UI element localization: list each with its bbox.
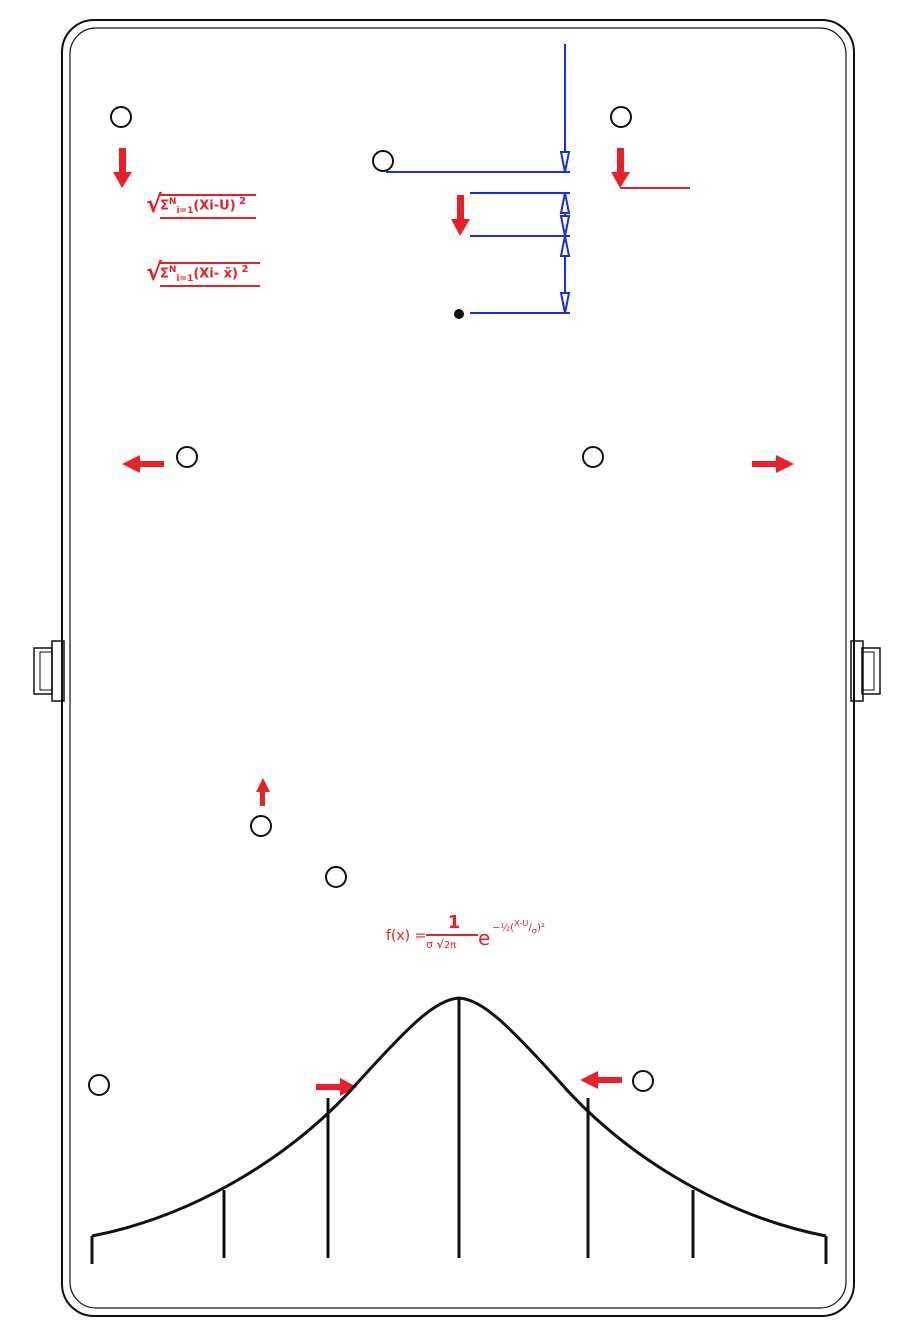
circled-number <box>372 150 394 172</box>
bell-curve <box>92 998 826 1264</box>
dimension-drawing <box>386 44 570 313</box>
arrow-up-icon <box>256 778 270 806</box>
right-bolt-icon <box>851 641 880 701</box>
arrow-right-icon <box>752 455 794 473</box>
circled-number <box>632 1070 654 1092</box>
arrow-left-icon <box>122 455 164 473</box>
circled-number <box>325 866 347 888</box>
circled-number <box>610 106 632 128</box>
label-standard-deviation <box>110 106 142 149</box>
label-bell-curve <box>632 1070 660 1092</box>
drop-point <box>454 309 464 319</box>
arrow-right-icon <box>316 1078 357 1096</box>
circled-number <box>110 106 132 128</box>
label-normal-distribution <box>325 866 353 888</box>
label-row-totals <box>582 446 618 489</box>
label-row-numbers <box>176 446 208 489</box>
label-binomial-distribution <box>88 1074 116 1117</box>
circled-number <box>250 815 272 837</box>
left-bolt-icon <box>34 641 64 701</box>
label-bins <box>250 815 278 837</box>
arrow-down-icon <box>451 195 470 236</box>
sigma-formula: √ $\Sigma^N_{i=1}(Xi-U)$ $^2$ <box>108 190 258 248</box>
circled-number <box>176 446 198 468</box>
label-binomial-theorem <box>610 106 638 128</box>
normal-formula: f(x) = 1 σ √2π e $-\frac{1}{2}(^{X-U}/_\sigma)^2$ <box>386 912 545 951</box>
circled-number <box>582 446 604 468</box>
arrow-down-icon <box>611 148 690 188</box>
arrow-down-icon <box>113 148 132 188</box>
circled-number <box>88 1074 110 1096</box>
label-pascal-triangle <box>372 150 400 172</box>
arrow-left-icon <box>580 1071 622 1089</box>
sx-formula: √ $\Sigma^N_{i=1}(Xi-$ x̄) $^2$ <box>104 258 264 316</box>
